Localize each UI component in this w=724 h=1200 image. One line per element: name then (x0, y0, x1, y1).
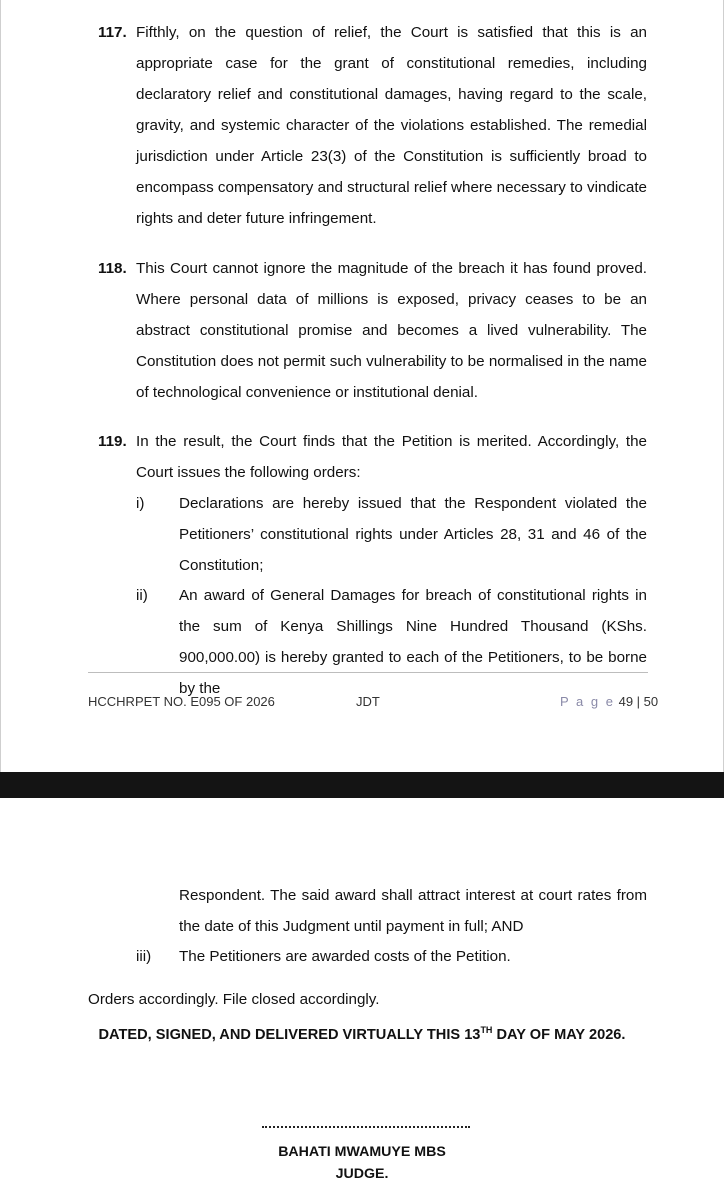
order-ii-continuation: Respondent. The said award shall attract interest at court rates from the date of this Judgment until payment in full; AND (179, 887, 647, 935)
dated-ordinal: TH (480, 1025, 493, 1035)
footer-page-word: P a g e (560, 694, 615, 709)
paragraph-119: In the result, the Court finds that the Petition is merited. Accordingly, the Court issues the following orders: (136, 433, 647, 481)
dated-text-end: DAY OF MAY 2026. (492, 1027, 626, 1043)
order-number-i: i) (136, 495, 145, 512)
footer-page-count: 49 | 50 (618, 694, 659, 709)
page-separator (0, 772, 724, 798)
signature-line (262, 1126, 470, 1128)
footer-page-number (560, 694, 658, 709)
order-ii-text: An award of General Damages for breach of constitutional rights in the sum of Kenya Shillings Nine Hundred Thousand (KShs. 900,000.00) is hereby granted to each of the Petitioners, to be borne by the (179, 587, 647, 697)
paragraph-118: This Court cannot ignore the magnitude of the breach it has found proved. Where personal data of millions is exposed, privacy ceases to be an abstract constitutional promise and becomes a lived vulnerability. The Constitution does not permit such vulnerability to be normalised in the name of technological convenience or institutional denial. (136, 260, 647, 401)
order-i-text: Declarations are hereby issued that the Respondent violated the Petitioners’ constitutional rights under Articles 28, 31 and 46 of the Constitution; (179, 495, 647, 574)
paragraph-number-117: 117. (98, 24, 127, 41)
order-number-ii: ii) (136, 587, 148, 604)
judge-name: BAHATI MWAMUYE MBS (278, 1144, 446, 1160)
dated-text: DATED, SIGNED, AND DELIVERED VIRTUALLY THIS 13 (98, 1027, 481, 1043)
paragraph-number-118: 118. (98, 260, 127, 277)
order-iii-text: The Petitioners are awarded costs of the Petition. (179, 948, 511, 965)
dated-signed-delivered (0, 1018, 724, 1047)
order-number-iii: iii) (136, 948, 152, 965)
footer-divider (88, 672, 648, 673)
paragraph-117: Fifthly, on the question of relief, the Court is satisfied that this is an appropriate case for the grant of constitutional remedies, including declaratory relief and constitutional damages, having regard to the scale, gravity, and systemic character of the violations established. The remedial jurisdiction under Article 23(3) of the Constitution is sufficiently broad to encompass compensatory and structural relief where necessary to vindicate rights and deter future infringement. (136, 24, 647, 227)
paragraph-number-119: 119. (98, 433, 127, 450)
footer-case-number: HCCHRPET NO. E095 OF 2026 (88, 694, 275, 709)
judge-title: JUDGE. (335, 1166, 389, 1182)
closing-line: Orders accordingly. File closed accordingly. (88, 991, 380, 1008)
footer-initials: JDT (356, 694, 380, 709)
page-edge-left (0, 0, 1, 772)
